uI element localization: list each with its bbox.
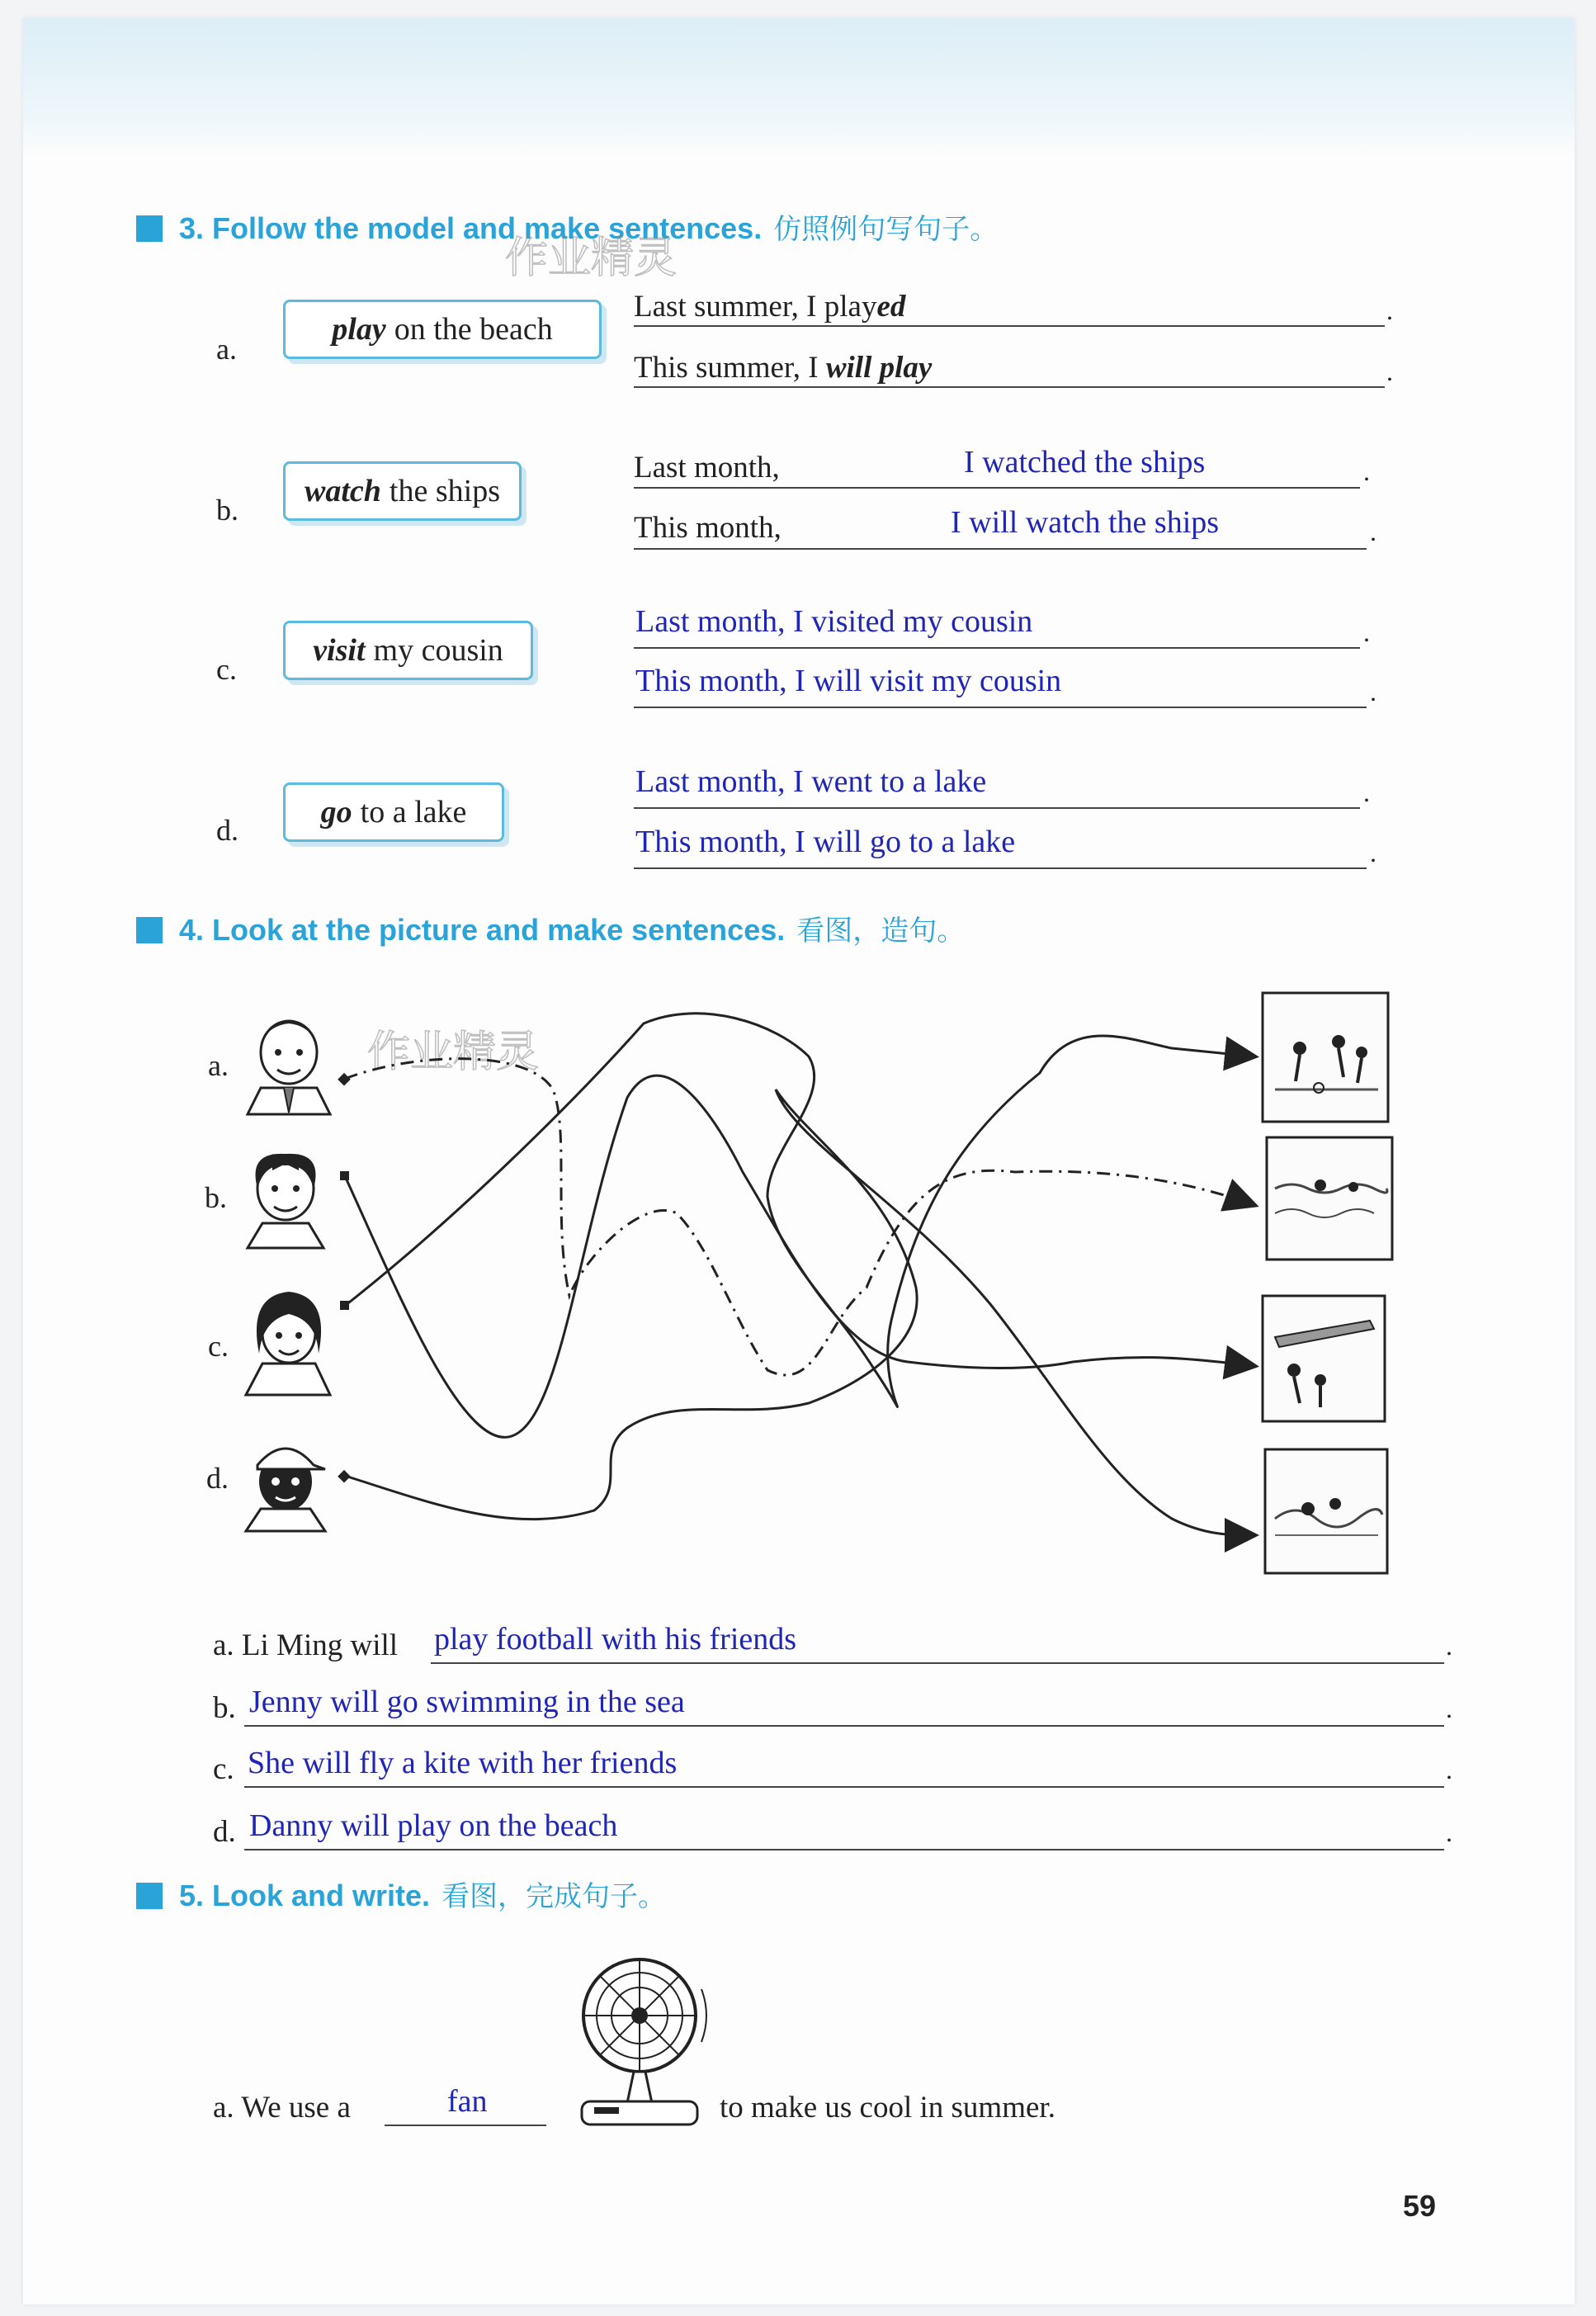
- period: .: [1446, 1817, 1452, 1847]
- kite-flying-picture-icon: [1263, 1296, 1385, 1421]
- phrase-box: go to a lake: [283, 782, 504, 842]
- answer-line: [385, 2125, 546, 2126]
- item-letter: d.: [206, 1462, 229, 1495]
- page-number: 59: [1403, 2189, 1437, 2223]
- swimming-sea-picture-icon: [1267, 1137, 1392, 1260]
- sentence-line: Last summer, I played: [634, 290, 906, 324]
- phrase-box: watch the ships: [283, 461, 522, 521]
- boy-li-ming-icon: [248, 1021, 330, 1114]
- answer-line: [244, 1725, 1444, 1727]
- item-letter: c.: [208, 1330, 229, 1363]
- handwritten-answer: fan: [447, 2084, 488, 2119]
- handwritten-answer: I will watch the ships: [951, 505, 1220, 540]
- period: .: [1370, 517, 1376, 546]
- section-marker-icon: [136, 1883, 163, 1909]
- period: .: [1446, 1755, 1452, 1784]
- path-c: [345, 1014, 1254, 1407]
- electric-fan-icon: [561, 1948, 718, 2138]
- item-letter: a.: [208, 1049, 229, 1082]
- item-letter: b.: [216, 494, 238, 527]
- handwritten-answer: I watched the ships: [964, 445, 1206, 480]
- sentence-suffix: to make us cool in summer.: [720, 2091, 1055, 2125]
- handwritten-answer: Jenny will go swimming in the sea: [249, 1685, 685, 1719]
- sentence-prefix: a. We use a: [213, 2091, 351, 2125]
- item-letter: b.: [205, 1181, 227, 1214]
- handwritten-answer: Danny will play on the beach: [249, 1808, 618, 1843]
- football-picture-icon: [1263, 993, 1388, 1122]
- handwritten-answer: This month, I will visit my cousin: [635, 664, 1062, 698]
- girl-icon: [246, 1292, 330, 1395]
- answer-line: [244, 1849, 1444, 1850]
- answer-line: [431, 1662, 1444, 1664]
- girl-jenny-icon: [248, 1154, 323, 1248]
- period: .: [1370, 838, 1376, 867]
- handwritten-answer: Last month, I visited my cousin: [635, 604, 1033, 639]
- path-d: [345, 1089, 1254, 1535]
- section-3-title: 3. Follow the model and make sentences. 仿照例句写句子。: [136, 206, 998, 247]
- answer-line: [244, 1786, 1444, 1788]
- boy-danny-icon: [246, 1449, 325, 1531]
- path-b: [345, 1075, 1254, 1437]
- item-letter: a.: [216, 333, 237, 366]
- handwritten-answer: She will fly a kite with her friends: [248, 1746, 678, 1780]
- phrase-box: visit my cousin: [283, 621, 533, 680]
- period: .: [1446, 1694, 1452, 1723]
- handwritten-answer: This month, I will go to a lake: [635, 825, 1016, 859]
- period: .: [1363, 456, 1370, 486]
- section-5-title: 5. Look and write. 看图，完成句子。: [136, 1874, 666, 1914]
- section-4-title: 4. Look at the picture and make sentences. 看图，造句。: [136, 908, 965, 948]
- sentence-prefix: c.: [213, 1752, 234, 1786]
- handwritten-answer: play football with his friends: [434, 1622, 797, 1657]
- period: .: [1446, 1631, 1452, 1661]
- period: .: [1363, 617, 1370, 647]
- watermark: 作业精灵: [367, 1028, 540, 1077]
- phrase-box: play on the beach: [283, 300, 602, 359]
- sentence-prefix: This month,: [634, 511, 781, 545]
- sentence-line: This summer, I will play: [634, 351, 933, 385]
- period: .: [1386, 357, 1393, 386]
- watermark: 作业精灵: [505, 234, 678, 283]
- sentence-prefix: Last month,: [634, 451, 780, 484]
- period: .: [1363, 778, 1370, 807]
- period: .: [1370, 677, 1376, 707]
- sentence-prefix: d.: [213, 1815, 236, 1849]
- handwritten-answer: Last month, I went to a lake: [635, 764, 987, 799]
- path-a: [345, 1059, 1254, 1375]
- period: .: [1386, 295, 1393, 325]
- item-letter: c.: [216, 653, 237, 686]
- sentence-prefix: a. Li Ming will: [213, 1628, 399, 1662]
- beach-picture-icon: [1265, 1449, 1387, 1573]
- item-letter: d.: [216, 814, 238, 847]
- sentence-prefix: b.: [213, 1691, 236, 1725]
